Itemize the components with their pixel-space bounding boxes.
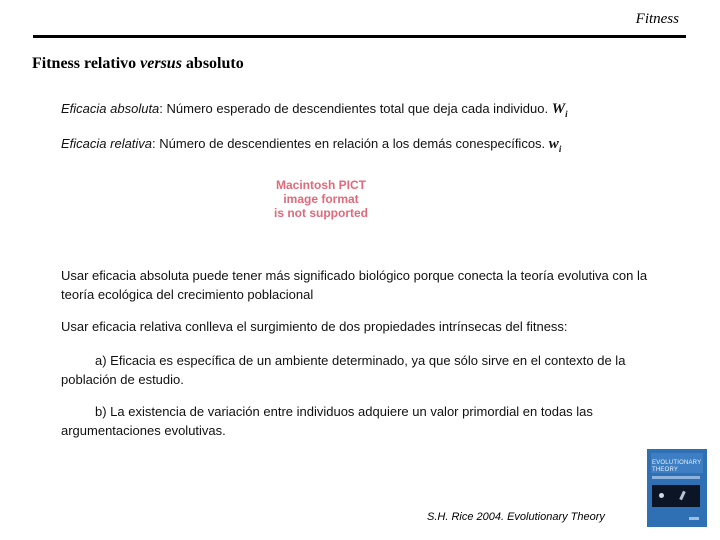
relative-symbol: $w_i$: [548, 136, 562, 154]
header-title: Fitness: [635, 11, 679, 27]
placeholder-line-2: image format: [283, 192, 359, 206]
title-part2: absoluto: [181, 55, 244, 72]
book-title-line-2: THEORY: [652, 467, 679, 473]
absolute-symbol: $W_i$: [551, 101, 568, 119]
absolute-text: : Número esperado de descendientes total que deja cada individuo.: [159, 101, 549, 116]
citation: S.H. Rice 2004. Evolutionary Theory: [427, 511, 605, 523]
property-b: b) La existencia de variación entre individuos adquiere un valor primordial en todas las argumentaciones evolutivas.: [61, 404, 593, 438]
paragraph-relative-properties: Usar eficacia relativa conlleva el surgimiento de dos propiedades intrínsecas del fitness:: [61, 319, 568, 334]
unsupported-image-placeholder: [257, 178, 385, 220]
title-emphasis: versus: [140, 55, 182, 72]
title-part1: Fitness relativo: [32, 55, 141, 72]
book-cover-image: [647, 449, 707, 527]
slide-title: [32, 55, 244, 73]
book-title-line-1: EVOLUTIONARY: [652, 460, 702, 466]
paragraph-absolute-advantage: Usar eficacia absoluta puede tener más significado biológico porque conecta la teoría evolutiva con la teoría ecológica del crecimiento poblacional: [61, 268, 648, 302]
property-a: a) Eficacia es específica de un ambiente determinado, ya que sólo sirve en el contexto de la población de estudio.: [61, 353, 626, 387]
relative-term: Eficacia relativa: [61, 136, 153, 151]
absolute-term: Eficacia absoluta: [61, 101, 160, 116]
relative-text: : Número de descendientes en relación a los demás conespecíficos.: [152, 136, 546, 151]
header-rule: [33, 35, 686, 38]
absolute-fitness-definition: [61, 99, 568, 124]
placeholder-line-3: is not supported: [274, 206, 368, 220]
placeholder-line-1: Macintosh PICT: [275, 178, 366, 192]
relative-fitness-definition: [61, 134, 561, 159]
